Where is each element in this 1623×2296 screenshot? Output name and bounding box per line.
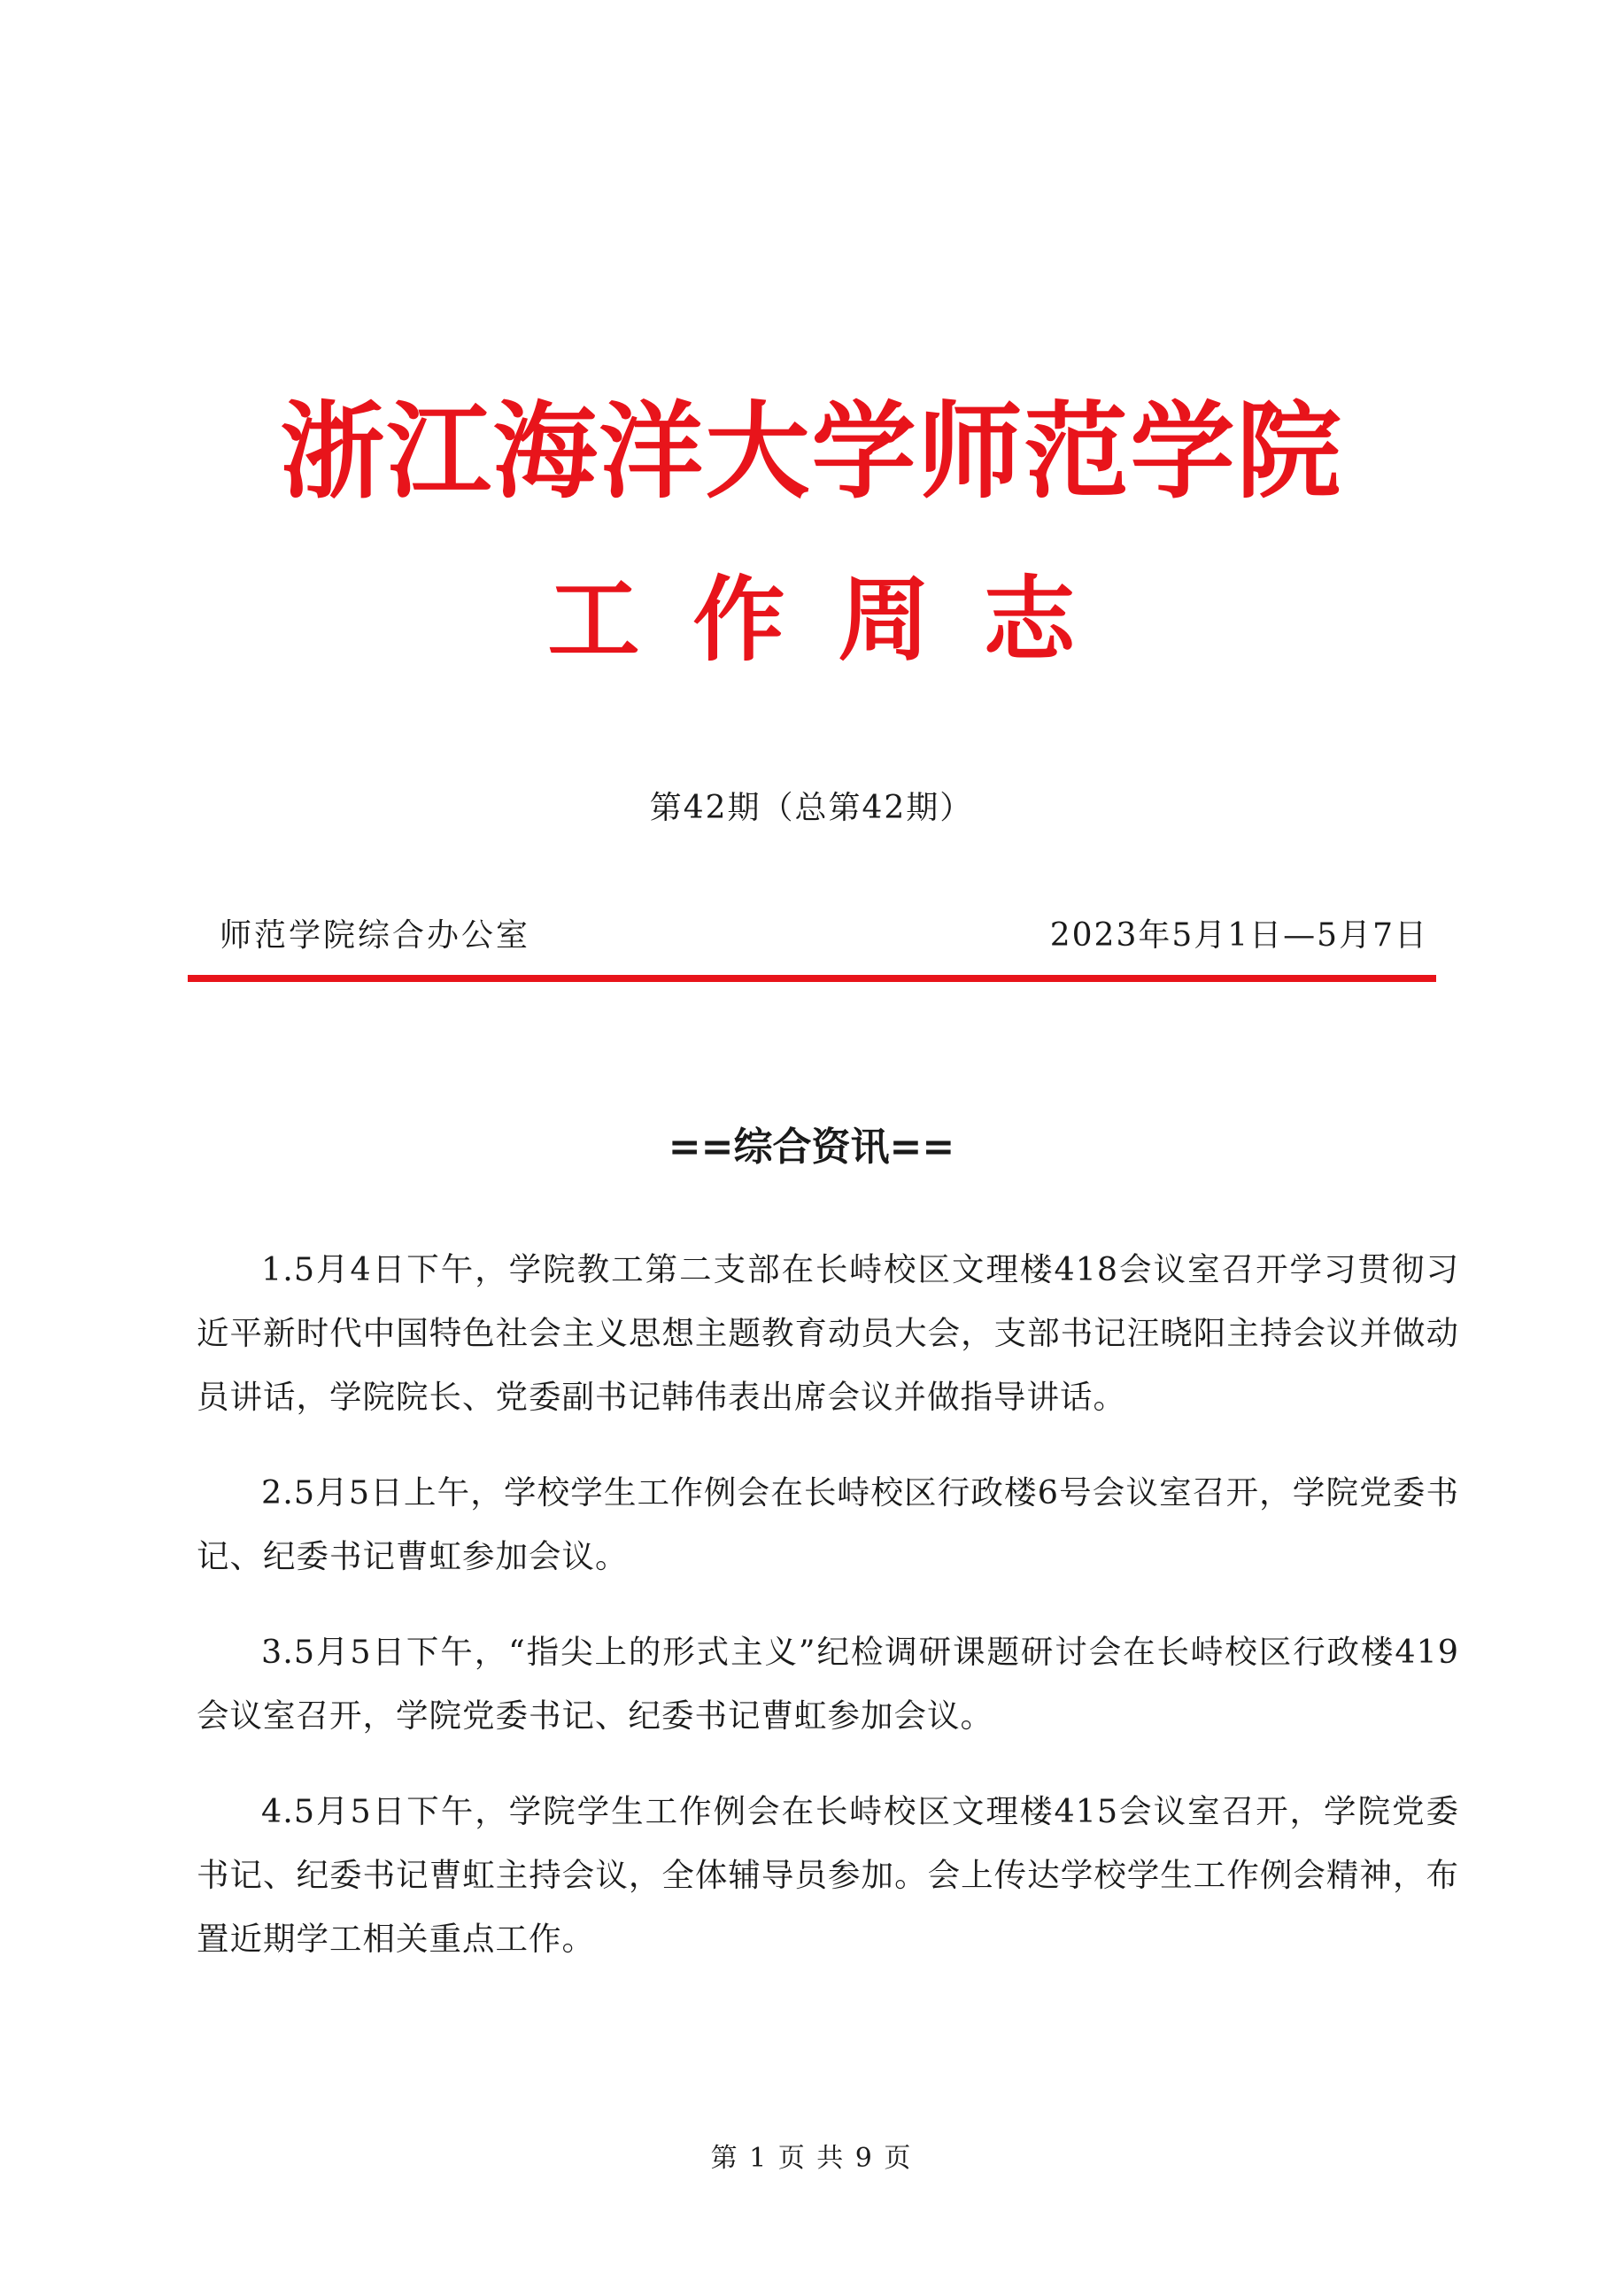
publication-title: 浙江海洋大学师范学院 [280,390,1343,513]
issue-number: 第42期（总第42期） [649,790,974,826]
date-range: 2023年5月1日—5月7日 [1049,917,1428,954]
issuing-office: 师范学院综合办公室 [220,917,531,954]
page-footer: 第 1 页 共 9 页 [710,2143,913,2174]
news-item-3: 3.5月5日下午，“指尖上的形式主义”纪检调研课题研讨会在长峙校区行政楼419会议室召开，学院党委书记、纪委书记曹虹参加会议。 [197,1633,1459,1735]
section-heading: ==综合资讯== [668,1125,955,1170]
publication-subtitle: 工作周志 [547,566,1129,674]
news-item-4: 4.5月5日下午，学院学生工作例会在长峙校区文理楼415会议室召开，学院党委书记、纪委书记曹虹主持会议，全体辅导员参加。会上传达学校学生工作例会精神，布置近期学工相关重点工作。 [197,1792,1459,1958]
red-divider [188,975,1436,982]
news-list [197,1238,1459,2003]
news-item-1: 1.5月4日下午，学院教工第二支部在长峙校区文理楼418会议室召开学习贯彻习近平新时代中国特色社会主义思想主题教育动员大会，支部书记汪晓阳主持会议并做动员讲话，学院院长、党委副书记韩伟表出席会议并做指导讲话。 [197,1250,1459,1416]
news-item-2: 2.5月5日上午，学校学生工作例会在长峙校区行政楼6号会议室召开，学院党委书记、纪委书记曹虹参加会议。 [197,1473,1459,1575]
